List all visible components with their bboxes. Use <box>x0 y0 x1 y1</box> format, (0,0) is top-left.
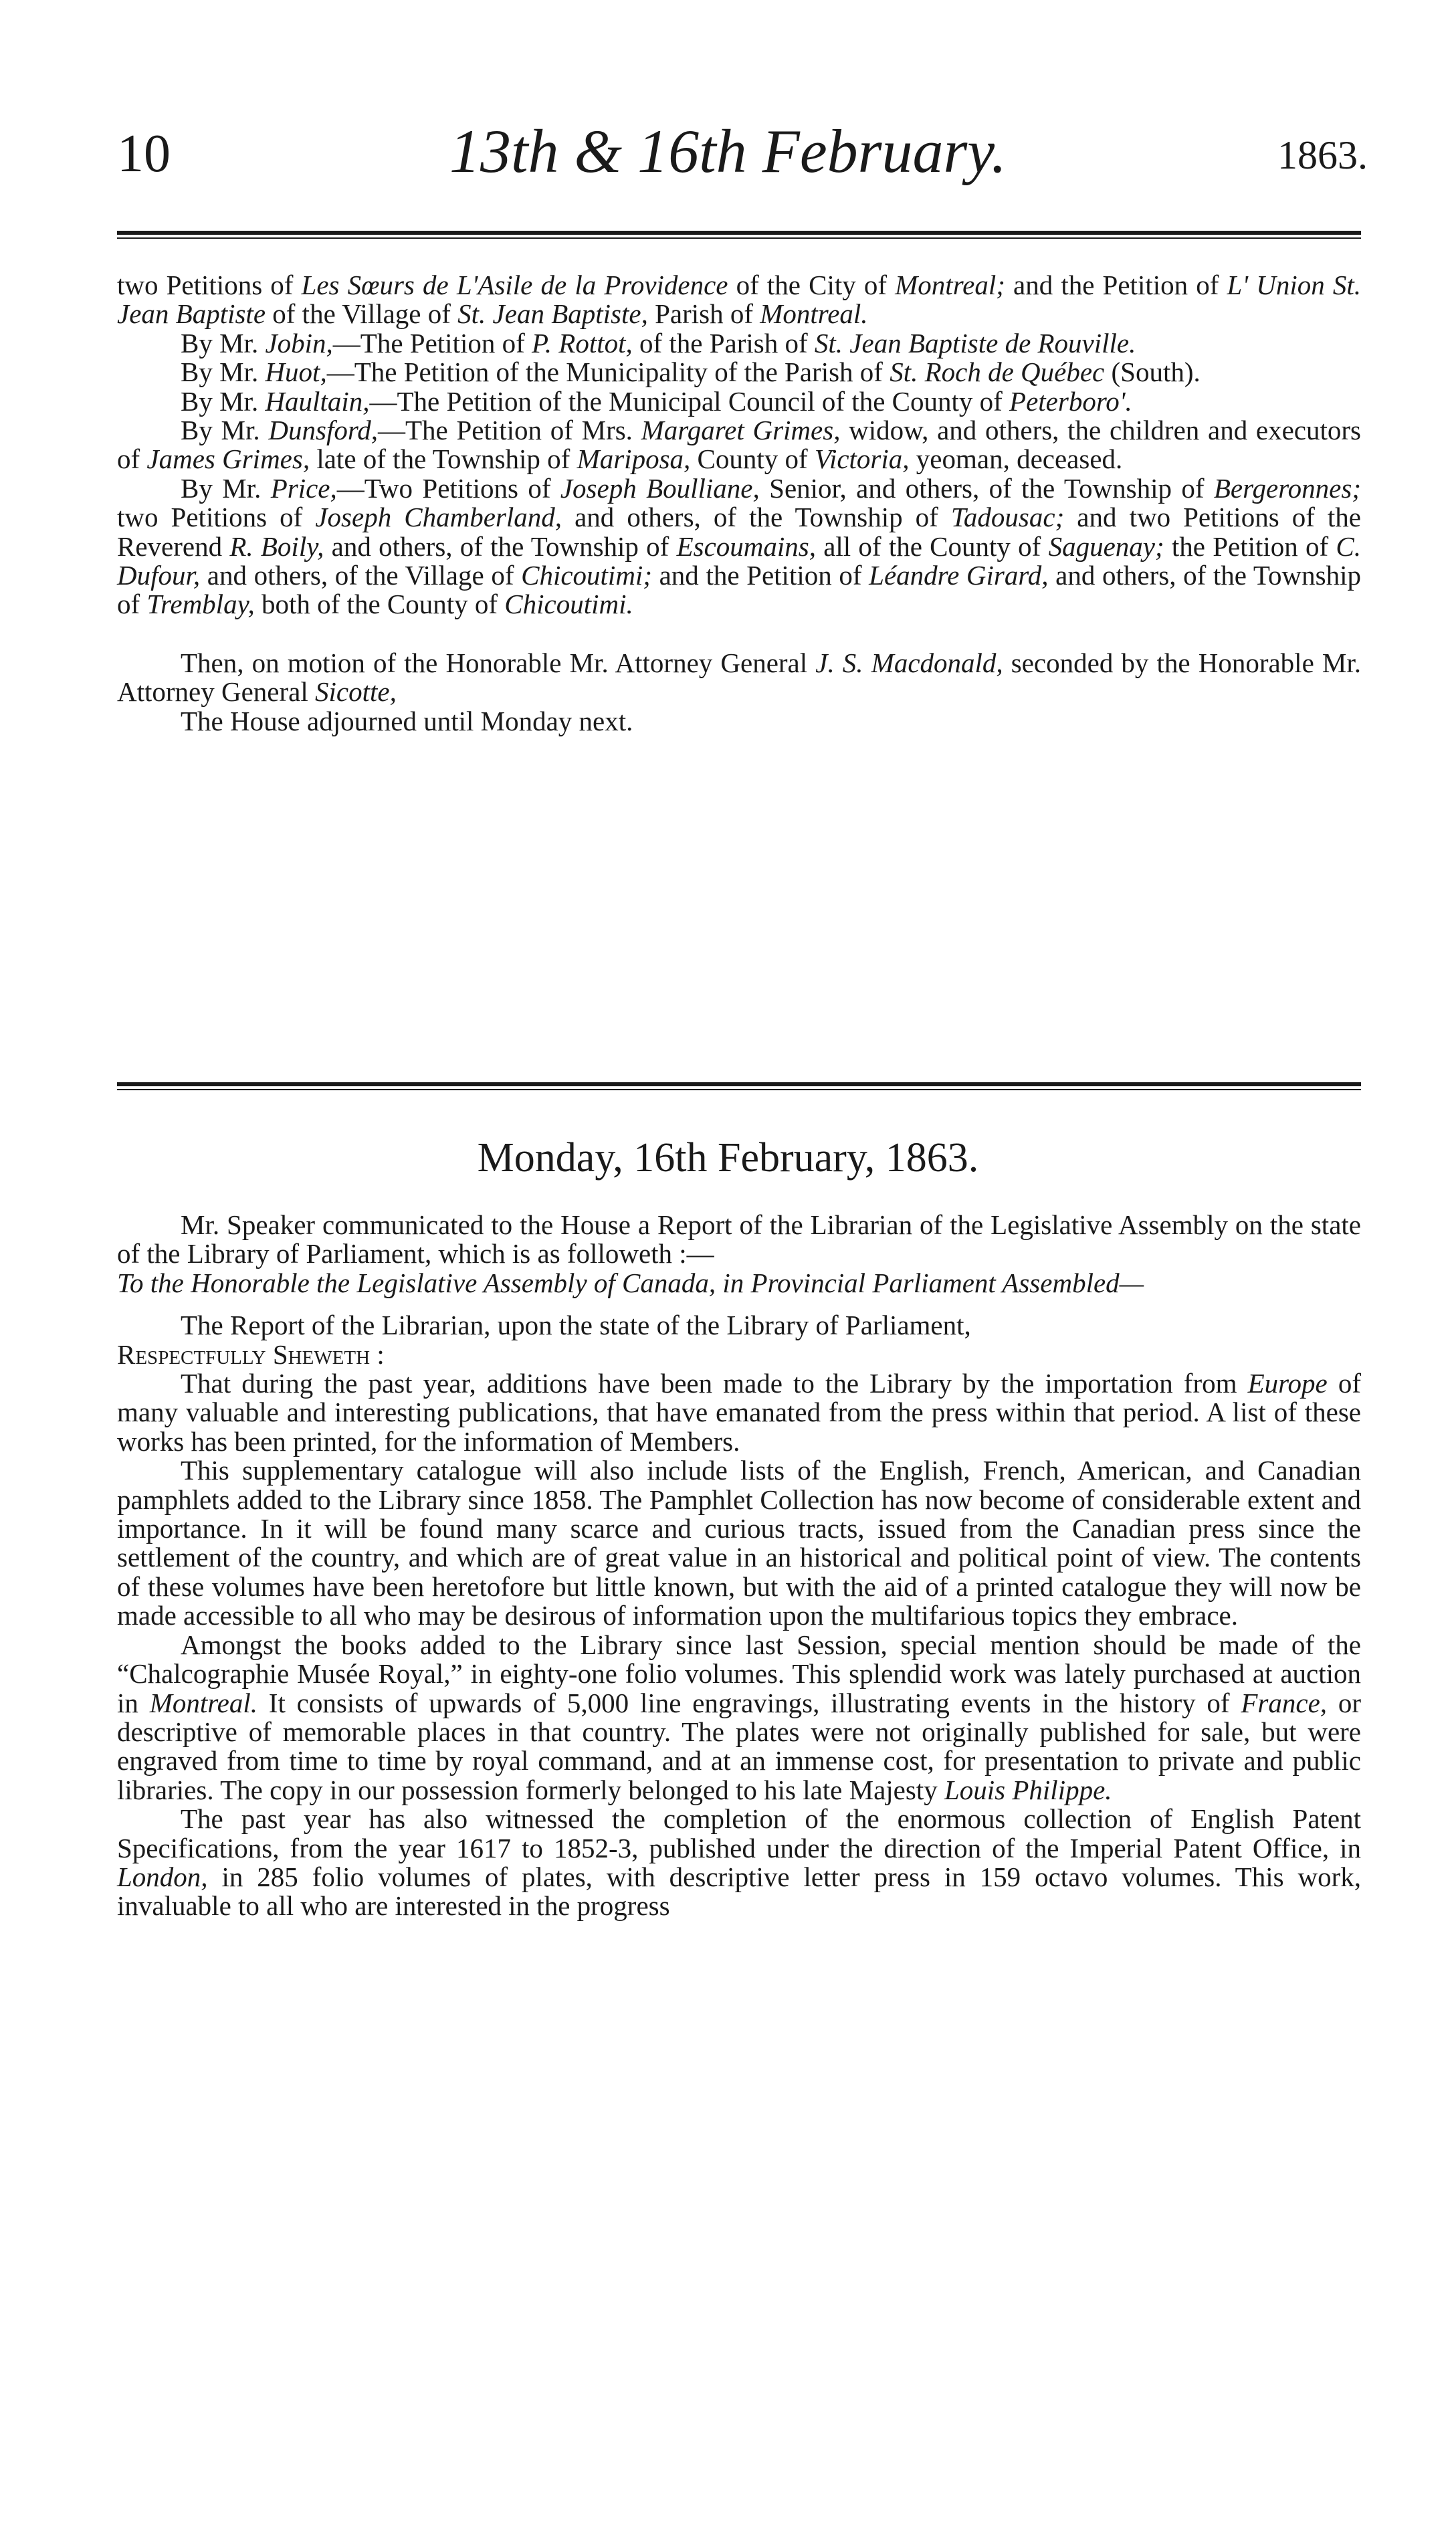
paragraph: Respectfully Sheweth : <box>117 1338 385 1370</box>
paragraph: The past year has also witnessed the completion of the enormous collection of English Patent Specifications, from the year 1617 to 1852-3, published under the direction of the Imperial Patent Office, in London, in 285 folio volumes of plates, with descriptive letter press in 159 octavo volumes. This work, invaluable to all who are interested in the progress <box>117 1803 1361 1922</box>
page-header <box>0 100 1456 194</box>
paragraph: By Mr. Huot,—The Petition of the Municipality of the Parish of St. Roch de Québec (South). <box>181 357 1201 388</box>
paragraph: Amongst the books added to the Library since last Session, special mention should be made of the “Chalcographie Musée Royal,” in eighty-one folio volumes. This splendid work was lately purchased at auction in Montreal. It consists of upwards of 5,000 line engravings, illustrating events in the history of France, or descriptive of memorable places in that country. The plates were not originally published for sale, but were engraved from time to time by royal command, and at an immense cost, for presentation to private and public libraries. The copy in our possession formerly belonged to his late Majesty Louis Philippe. <box>117 1629 1361 1805</box>
header-rule <box>117 231 1361 240</box>
paragraph: By Mr. Dunsford,—The Petition of Mrs. Margaret Grimes, widow, and others, the children and executors of James Grimes, late of the Township of Mariposa, County of Victoria, yeoman, deceased. <box>117 415 1361 475</box>
paragraph: Mr. Speaker communicated to the House a Report of the Librarian of the Legislative Assembly on the state of the Library of Parliament, which is as followeth :— <box>117 1209 1361 1270</box>
paragraph: To the Honorable the Legislative Assembly of Canada, in Provincial Parliament Assembled— <box>117 1267 1144 1298</box>
paragraph: By Mr. Price,—Two Petitions of Joseph Boulliane, Senior, and others, of the Township of Bergeronnes; two Petitions of Joseph Chamberland, and others, of the Township of Tadousac; and two Petitions of the Reverend R. Boily, and others, of the Township of Escoumains, all of the County of Saguenay; the Petition of C. Dufour, and others, of the Village of Chicoutimi; and the Petition of Léandre Girard, and others, of the Township of Tremblay, both of the County of Chicoutimi. <box>117 472 1362 620</box>
petitions-section <box>117 271 1361 736</box>
paragraph: Then, on motion of the Honorable Mr. Attorney General J. S. Macdonald, seconded by the Honorable Mr. Attorney General Sicotte, <box>117 647 1361 708</box>
running-title: 13th & 16th February. <box>449 117 1007 185</box>
section-title: Monday, 16th February, 1863. <box>477 1135 979 1181</box>
paragraph: This supplementary catalogue will also include lists of the English, French, American, and Canadian pamphlets added to the Library since 1858. The Pamphlet Collection has now become of considerable extent and importance. In it will be found many scarce and curious tracts, issued from the Canadian press since the settlement of the country, and which are of great value in an historical and political point of view. The contents of these volumes have been heretofore but little known, but with the aid of a printed catalogue they will now be made accessible to all who may be desirous of information upon the multifarious topics they embrace. <box>117 1455 1361 1631</box>
page-number: 10 <box>117 124 171 183</box>
report-section <box>117 1211 1361 1921</box>
paragraph: The Report of the Librarian, upon the state of the Library of Parliament, <box>181 1310 971 1341</box>
paragraph: That during the past year, additions have been made to the Library by the importation from Europe of many valuable and interesting publications, that have emanated from the press within that period. A list of these works has been printed, for the information of Members. <box>117 1368 1361 1457</box>
paragraph: By Mr. Haultain,—The Petition of the Municipal Council of the County of Peterboro'. <box>181 385 1132 417</box>
paragraph: By Mr. Jobin,—The Petition of P. Rottot, of the Parish of St. Jean Baptiste de Rouville. <box>181 327 1136 359</box>
header-year: 1863. <box>1277 133 1368 177</box>
paragraph: The House adjourned until Monday next. <box>181 705 633 736</box>
section-rule <box>117 1082 1361 1092</box>
paragraph: two Petitions of Les Sœurs de L'Asile de la Providence of the City of Montreal; and the Petition of L' Union St. Jean Baptiste of the Village of St. Jean Baptiste, Parish of Montreal. <box>117 270 1361 330</box>
